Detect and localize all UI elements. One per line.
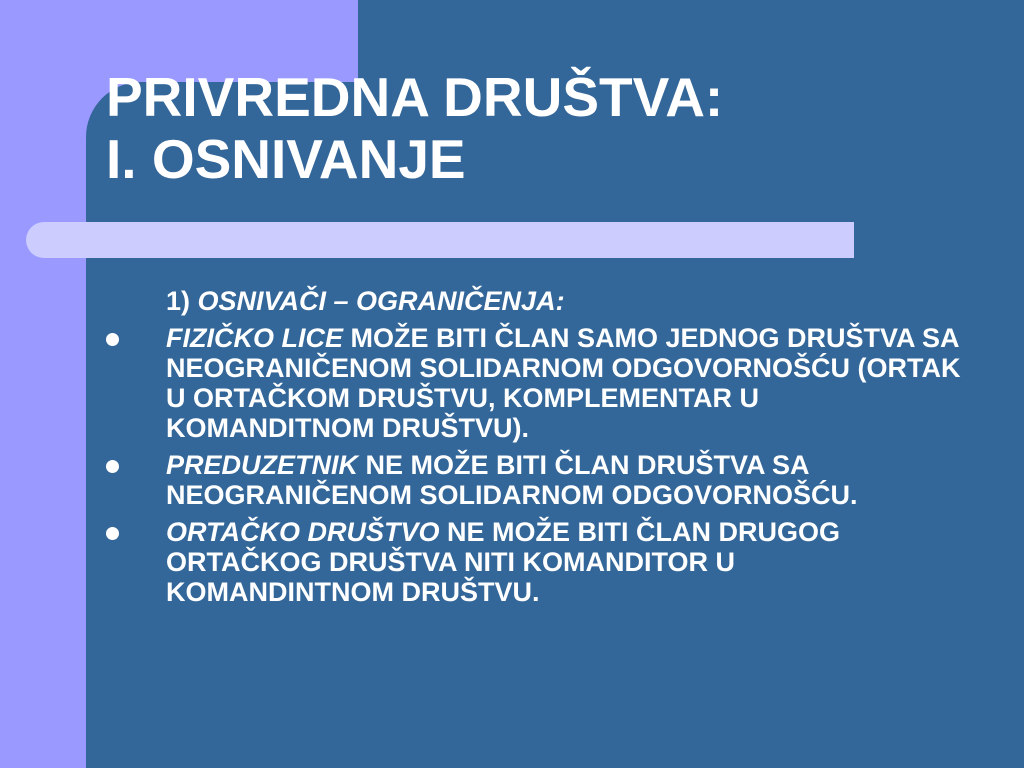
slide-content bbox=[166, 286, 966, 614]
bullet-emphasis: FIZIČKO LICE bbox=[166, 323, 343, 353]
left-accent-bar bbox=[0, 0, 86, 768]
section-number: 1) bbox=[166, 286, 198, 316]
bullet-dot-icon bbox=[106, 333, 119, 346]
bullet-text: NE MOŽE BITI ČLAN DRUŠTVA SA NEOGRANIČENOM SOLIDARNOM ODGOVORNOŠĆU. bbox=[166, 450, 858, 510]
bullet-item bbox=[166, 517, 966, 607]
bullet-item bbox=[166, 450, 966, 510]
divider-bar bbox=[26, 222, 854, 258]
bullet-dot-icon bbox=[106, 460, 119, 473]
section-heading bbox=[166, 286, 966, 316]
bullet-emphasis: PREDUZETNIK bbox=[166, 450, 359, 480]
title-line-2: I. OSNIVANJE bbox=[106, 128, 466, 190]
slide-title bbox=[106, 66, 723, 190]
bullet-item bbox=[166, 323, 966, 443]
section-label: OSNIVAČI – OGRANIČENJA: bbox=[197, 286, 565, 316]
title-line-1: PRIVREDNA DRUŠTVA: bbox=[106, 66, 724, 128]
bullet-text: MOŽE BITI ČLAN SAMO JEDNOG DRUŠTVA SA NEOGRANIČENOM SOLIDARNOM ODGOVORNOŠĆU (ORTAK U ORTAČKOM DRUŠTVU, KOMPLEMENTAR U KOMANDITNOM DRUŠTVU). bbox=[166, 323, 961, 443]
bullet-emphasis: ORTAČKO DRUŠTVO bbox=[166, 517, 440, 547]
bullet-dot-icon bbox=[106, 527, 119, 540]
bullet-text: NE MOŽE BITI ČLAN DRUGOG ORTAČKOG DRUŠTVA NITI KOMANDITOR U KOMANDINTNOM DRUŠTVU. bbox=[166, 517, 841, 607]
